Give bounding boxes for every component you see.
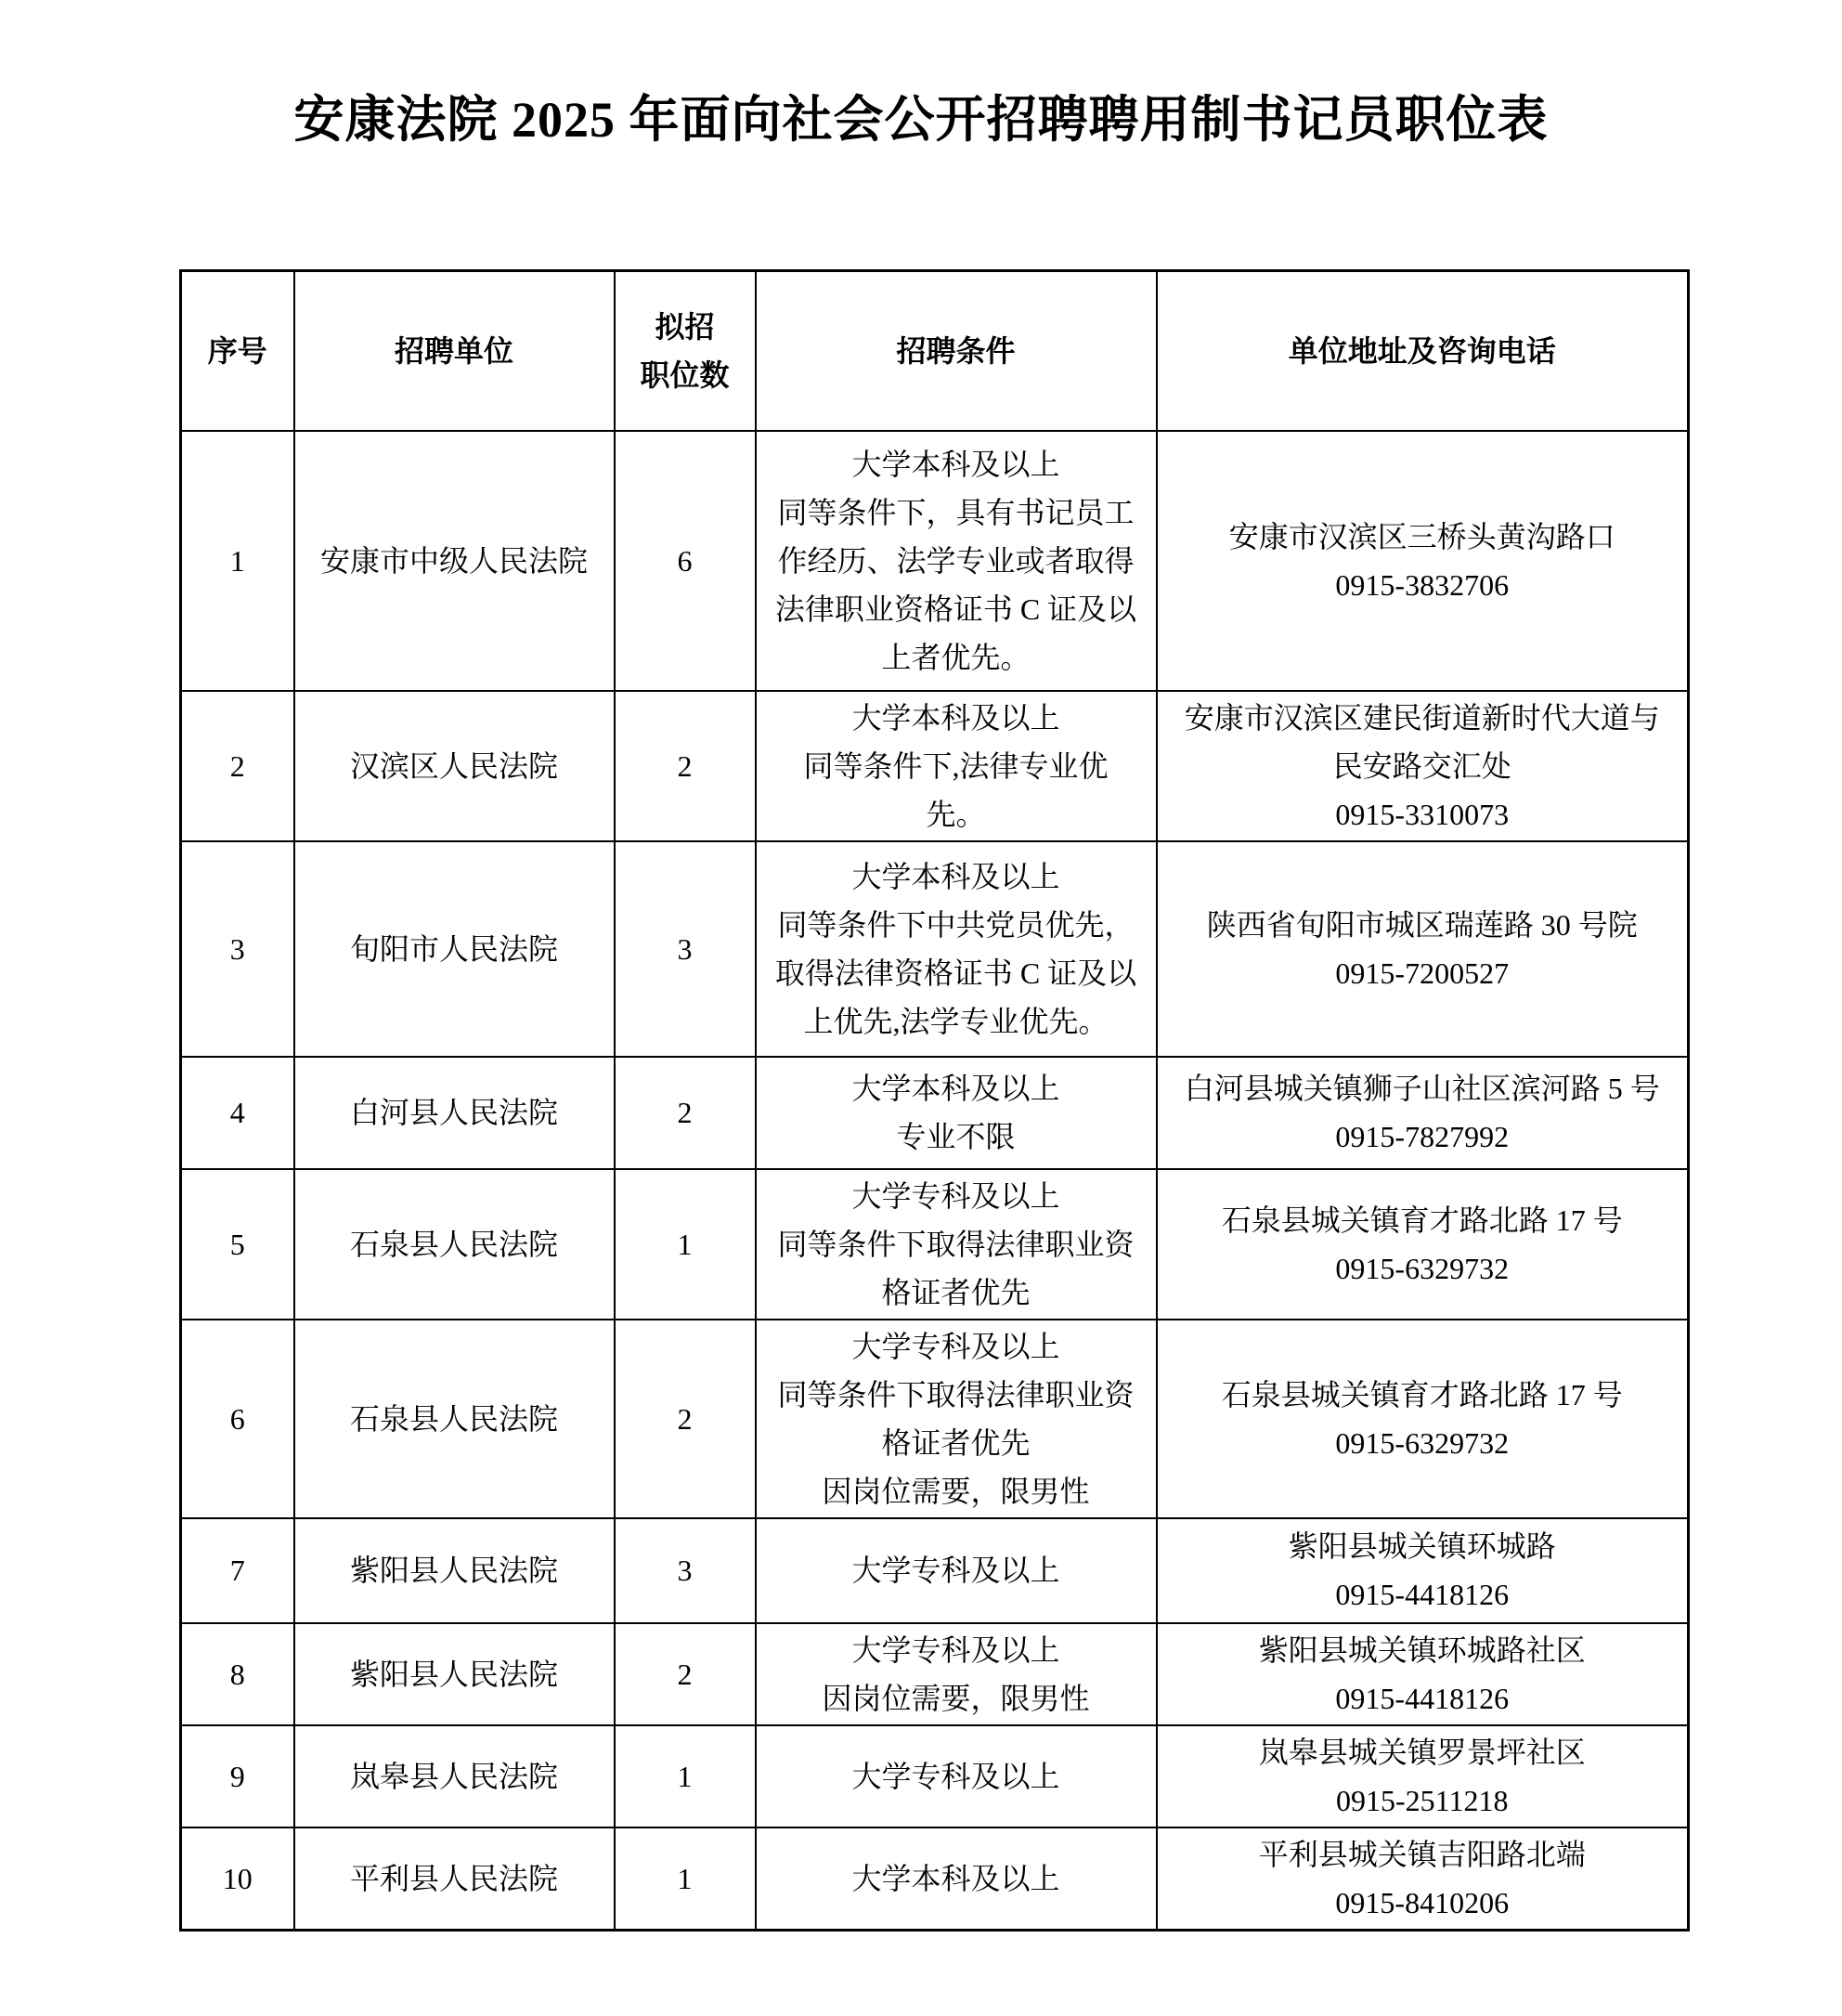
text-line: 0915-4418126	[1335, 1578, 1510, 1611]
header-text-line: 招聘单位	[394, 333, 513, 368]
row-number-cell: 8	[181, 1623, 294, 1725]
count-cell: 1	[615, 1827, 756, 1931]
text-line: 因岗位需要，限男性	[822, 1681, 1090, 1715]
conditions-cell	[756, 1623, 1157, 1725]
count-cell: 1	[615, 1169, 756, 1320]
text-line: 同等条件下,法律专业优先。	[803, 748, 1109, 831]
header-text-line: 拟招	[655, 309, 715, 344]
text-line: 0915-3310073	[1335, 797, 1510, 831]
text-line: 同等条件下，具有书记员工作经历、法学专业或者取得法律职业资格证书 C 证及以上者优先。	[774, 495, 1137, 674]
text-line: 0915-8410206	[1335, 1885, 1510, 1919]
unit-cell: 旬阳市人民法院	[294, 841, 615, 1057]
table-row	[181, 1057, 1689, 1169]
text-line: 0915-6329732	[1335, 1425, 1510, 1460]
text-line: 大学专科及以上	[851, 1759, 1060, 1793]
conditions-cell	[756, 1725, 1157, 1827]
contact-cell	[1157, 1518, 1689, 1623]
row-number-cell: 1	[181, 431, 294, 691]
count-cell: 2	[615, 1320, 756, 1518]
text-line: 大学本科及以上	[851, 859, 1060, 893]
unit-cell: 石泉县人民法院	[294, 1320, 615, 1518]
conditions-cell	[756, 1320, 1157, 1518]
row-number-cell: 2	[181, 691, 294, 841]
conditions-cell	[756, 431, 1157, 691]
job-positions-table	[179, 269, 1690, 1931]
table-body	[181, 431, 1689, 1931]
text-line: 同等条件下取得法律职业资格证者优先	[777, 1227, 1135, 1309]
row-number-cell: 10	[181, 1827, 294, 1931]
text-line: 0915-3832706	[1335, 567, 1510, 602]
unit-cell: 白河县人民法院	[294, 1057, 615, 1169]
table-row	[181, 1169, 1689, 1320]
text-line: 白河县城关镇狮子山社区滨河路 5 号	[1184, 1072, 1660, 1105]
count-cell: 2	[615, 691, 756, 841]
conditions-cell	[756, 1518, 1157, 1623]
column-header-address-and-phone	[1157, 271, 1689, 431]
conditions-cell	[756, 1169, 1157, 1320]
contact-cell	[1157, 1057, 1689, 1169]
unit-cell: 安康市中级人民法院	[294, 431, 615, 691]
text-line: 安康市汉滨区三桥头黄沟路口	[1228, 519, 1615, 553]
unit-cell: 石泉县人民法院	[294, 1169, 615, 1320]
text-line: 陕西省旬阳市城区瑞莲路 30 号院	[1206, 907, 1638, 942]
text-line: 岚皋县城关镇罗景坪社区	[1258, 1735, 1586, 1769]
count-cell: 2	[615, 1057, 756, 1169]
contact-cell	[1157, 1725, 1689, 1827]
contact-cell	[1157, 1827, 1689, 1931]
text-line: 安康市汉滨区建民街道新时代大道与民安路交汇处	[1184, 700, 1660, 783]
table-row	[181, 1725, 1689, 1827]
contact-cell	[1157, 691, 1689, 841]
count-cell: 6	[615, 431, 756, 691]
row-number-cell: 5	[181, 1169, 294, 1320]
text-line: 大学本科及以上	[851, 447, 1060, 481]
header-text-line: 职位数	[640, 358, 730, 392]
count-cell: 3	[615, 841, 756, 1057]
unit-cell: 平利县人民法院	[294, 1827, 615, 1931]
row-number-cell: 7	[181, 1518, 294, 1623]
table-row	[181, 841, 1689, 1057]
contact-cell	[1157, 1623, 1689, 1725]
text-line: 0915-2511218	[1336, 1783, 1509, 1817]
text-line: 0915-7200527	[1335, 956, 1510, 990]
column-header-planned-positions	[615, 271, 756, 431]
header-text-line: 招聘条件	[896, 333, 1016, 368]
unit-cell: 紫阳县人民法院	[294, 1518, 615, 1623]
text-line: 同等条件下中共党员优先，取得法律资格证书 C 证及以上优先,法学专业优先。	[774, 907, 1137, 1038]
count-cell: 3	[615, 1518, 756, 1623]
contact-cell	[1157, 1320, 1689, 1518]
text-line: 大学本科及以上	[851, 700, 1060, 735]
column-header-serial-number	[181, 271, 294, 431]
count-cell: 1	[615, 1725, 756, 1827]
contact-cell	[1157, 1169, 1689, 1320]
text-line: 大学专科及以上	[851, 1178, 1060, 1213]
text-line: 紫阳县城关镇环城路	[1288, 1529, 1556, 1563]
text-line: 大学专科及以上	[851, 1554, 1060, 1587]
conditions-cell	[756, 691, 1157, 841]
column-header-recruiting-unit	[294, 271, 615, 431]
conditions-cell	[756, 1057, 1157, 1169]
table-row	[181, 1320, 1689, 1518]
text-line: 石泉县城关镇育才路北路 17 号	[1221, 1203, 1623, 1237]
text-line: 0915-4418126	[1335, 1681, 1510, 1715]
count-cell: 2	[615, 1623, 756, 1725]
text-line: 0915-7827992	[1335, 1120, 1510, 1153]
unit-cell: 汉滨区人民法院	[294, 691, 615, 841]
page-title: 安康法院 2025 年面向社会公开招聘聘用制书记员职位表	[293, 92, 1549, 148]
row-number-cell: 4	[181, 1057, 294, 1169]
conditions-cell	[756, 1827, 1157, 1931]
table-header-row	[181, 271, 1689, 431]
text-line: 0915-6329732	[1335, 1251, 1510, 1285]
text-line: 平利县城关镇吉阳路北端	[1258, 1837, 1586, 1871]
text-line: 大学本科及以上	[851, 1072, 1060, 1105]
row-number-cell: 6	[181, 1320, 294, 1518]
unit-cell: 紫阳县人民法院	[294, 1623, 615, 1725]
text-line: 石泉县城关镇育才路北路 17 号	[1221, 1377, 1623, 1411]
text-line: 专业不限	[896, 1120, 1016, 1153]
contact-cell	[1157, 841, 1689, 1057]
table-row	[181, 1827, 1689, 1931]
header-text-line: 单位地址及咨询电话	[1288, 333, 1556, 368]
table-row	[181, 431, 1689, 691]
table-row	[181, 1623, 1689, 1725]
conditions-cell	[756, 841, 1157, 1057]
row-number-cell: 3	[181, 841, 294, 1057]
table-row	[181, 1518, 1689, 1623]
contact-cell	[1157, 431, 1689, 691]
row-number-cell: 9	[181, 1725, 294, 1827]
text-line: 大学专科及以上	[851, 1632, 1060, 1667]
header-text-line: 序号	[207, 333, 267, 368]
text-line: 紫阳县城关镇环城路社区	[1258, 1632, 1586, 1667]
text-line: 同等条件下取得法律职业资格证者优先	[777, 1377, 1135, 1460]
table-row	[181, 691, 1689, 841]
text-line: 大学专科及以上	[851, 1329, 1060, 1363]
unit-cell: 岚皋县人民法院	[294, 1725, 615, 1827]
text-line: 因岗位需要，限男性	[822, 1474, 1090, 1508]
text-line: 大学本科及以上	[851, 1861, 1060, 1895]
column-header-recruitment-conditions	[756, 271, 1157, 431]
